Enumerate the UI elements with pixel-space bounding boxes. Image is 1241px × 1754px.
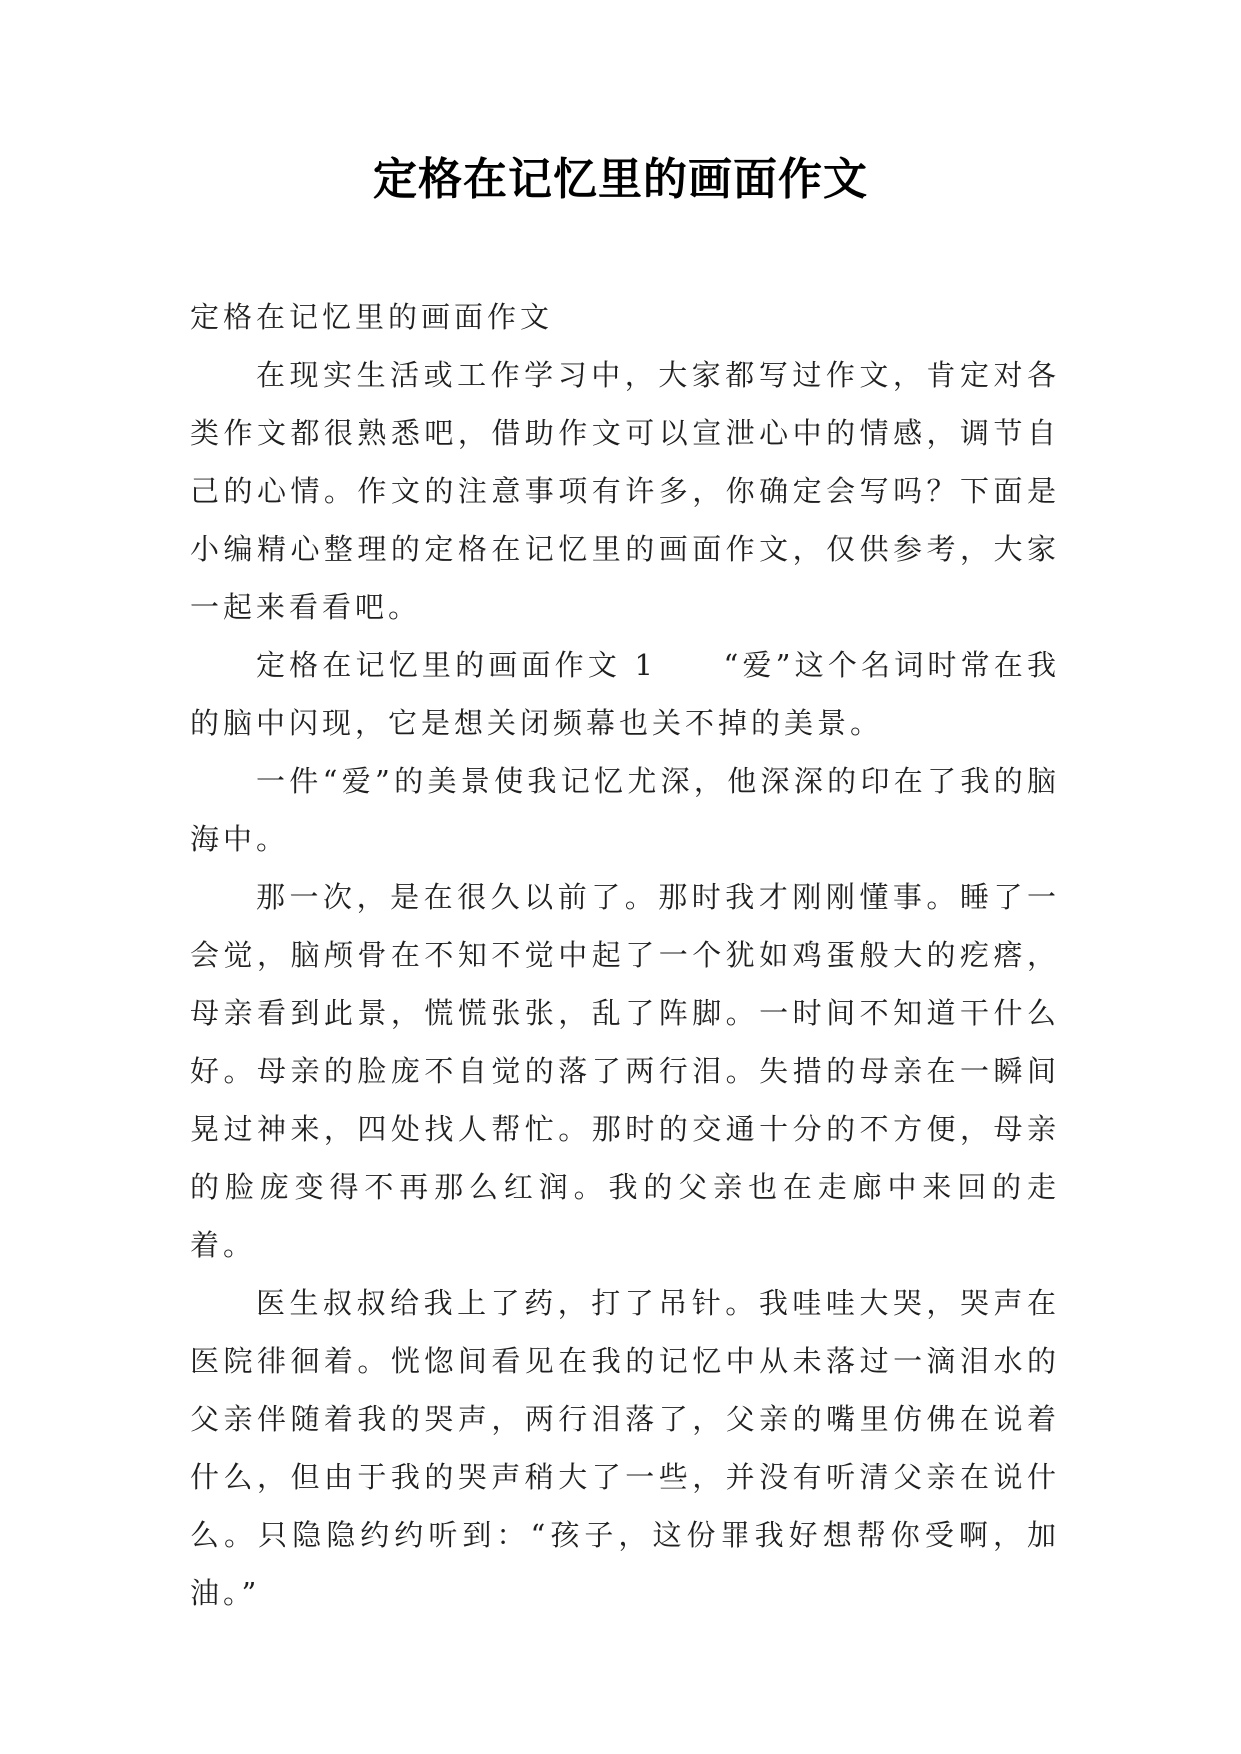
paragraph-essay-1-opening: 定格在记忆里的画面作文 1 “爱”这个名词时常在我的脑中闪现，它是想关闭频幕也关不掉的美景。 xyxy=(190,648,1060,740)
paragraph-hospital: 医生叔叔给我上了药，打了吊针。我哇哇大哭，哭声在医院徘徊着。恍惚间看见在我的记忆中从未落过一滴泪水的父亲伴随着我的哭声，两行泪落了，父亲的嘴里仿佛在说着什么，但由于我的哭声稍大了一些，并没有听清父亲在说什么。只隐隐约约听到：“孩子，这份罪我好想帮你受啊，加油。” xyxy=(190,1286,1060,1610)
document-title: 定格在记忆里的画面作文 xyxy=(373,154,868,205)
paragraph-story: 那一次，是在很久以前了。那时我才刚刚懂事。睡了一会觉，脑颅骨在不知不觉中起了一个犹如鸡蛋般大的疙瘩，母亲看到此景，慌慌张张，乱了阵脚。一时间不知道干什么好。母亲的脸庞不自觉的落了两行泪。失措的母亲在一瞬间晃过神来，四处找人帮忙。那时的交通十分的不方便，母亲的脸庞变得不再那么红润。我的父亲也在走廊中来回的走着。 xyxy=(190,880,1060,1262)
paragraph-memory: 一件“爱”的美景使我记忆尤深，他深深的印在了我的脑海中。 xyxy=(190,764,1060,856)
paragraph-intro: 在现实生活或工作学习中，大家都写过作文，肯定对各类作文都很熟悉吧，借助作文可以宣泄心中的情感，调节自己的心情。作文的注意事项有许多，你确定会写吗？下面是小编精心整理的定格在记忆里的画面作文，仅供参考，大家一起来看看吧。 xyxy=(190,358,1060,624)
document-subtitle: 定格在记忆里的画面作文 xyxy=(190,300,554,334)
document-body xyxy=(190,288,1060,1622)
